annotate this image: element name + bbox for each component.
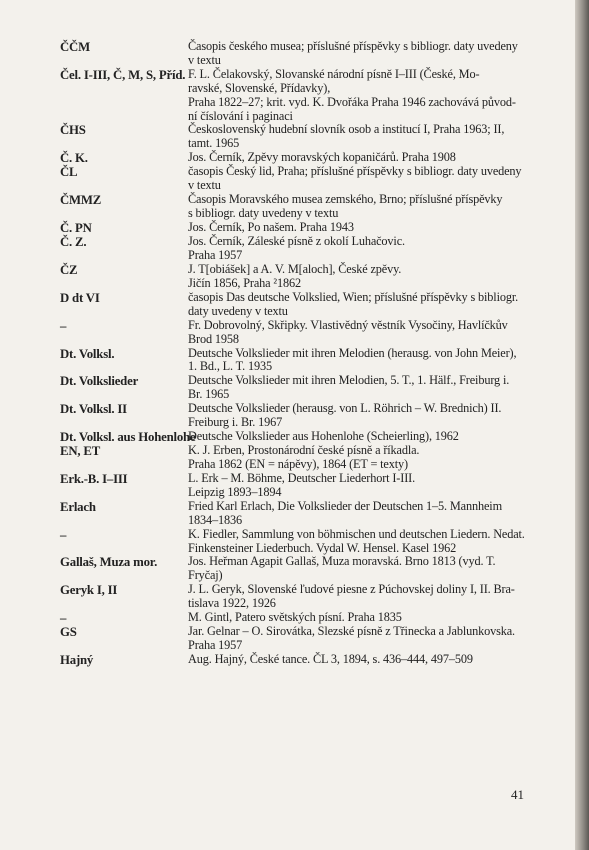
description-line: Jičín 1856, Praha ²1862 (188, 276, 301, 290)
abbreviation-list (60, 40, 535, 667)
description-line: Brod 1958 (188, 331, 239, 346)
abbreviation-entry (60, 625, 535, 653)
description-line: časopis Český lid, Praha; příslušné příspěvky s bibliogr. daty uvedeny (188, 164, 522, 179)
description-line: Deutsche Volkslieder aus Hohenlohe (Scheierling), 1962 (188, 428, 459, 443)
abbreviation-entry (60, 500, 535, 528)
description-line: K. Fiedler, Sammlung von böhmischen und deutschen Liedern. Nedat. (188, 526, 525, 541)
entry-description (188, 402, 535, 430)
entry-abbreviation: Dt. Volksl. (60, 346, 115, 361)
entry-description (188, 528, 535, 556)
abbreviation-entry (60, 444, 535, 472)
entry-abbreviation: ČL (60, 165, 78, 180)
description-line: daty uvedeny v textu (188, 303, 288, 318)
entry-abbreviation: Č. K. (60, 151, 88, 166)
page-number: 41 (511, 787, 524, 802)
abbreviation-entry (60, 402, 535, 430)
entry-abbreviation: – (60, 611, 67, 626)
entry-abbreviation: Dt. Volksl. aus Hohenlohe (60, 429, 196, 444)
abbreviation-entry (60, 374, 535, 402)
abbreviation-entry (60, 193, 535, 221)
entry-abbreviation: Čel. I-III, Č, M, S, Příd. (60, 67, 186, 82)
entry-description (188, 291, 535, 319)
entry-description (188, 472, 535, 500)
entry-description (188, 319, 535, 347)
description-line: Fr. Dobrovolný, Skřipky. Vlastivědný věstník Vysočiny, Havlíčkův (188, 317, 508, 332)
description-line: J. L. Geryk, Slovenské ľudové piesne z Púchovskej doliny I, II. Bra- (188, 582, 515, 597)
description-line: Jos. Černík, Zpěvy moravských kopaničárů. Praha 1908 (188, 150, 456, 165)
entry-description (188, 611, 535, 625)
description-line: v textu (188, 178, 221, 193)
entry-abbreviation: Gallaš, Muza mor. (60, 555, 158, 570)
description-line: Leipzig 1893–1894 (188, 484, 282, 499)
description-line: tamt. 1965 (188, 136, 240, 151)
description-line: 1. Bd., L. T. 1935 (188, 359, 272, 374)
description-line: Deutsche Volkslieder mit ihren Melodien (herausg. von John Meier), (188, 345, 517, 360)
entry-description (188, 653, 535, 667)
description-line: F. L. Čelakovský, Slovanské národní písně I–III (České, Mo- (188, 66, 480, 81)
description-line: Časopis českého musea; příslušné příspěvky s bibliogr. daty uvedeny (188, 39, 518, 53)
description-line: Praha 1862 (EN = nápěvy), 1864 (ET = texty) (188, 457, 408, 472)
description-line: K. J. Erben, Prostonárodní české písně a říkadla. (188, 443, 420, 458)
entry-description (188, 151, 535, 165)
abbreviation-entry (60, 40, 535, 68)
entry-description (188, 347, 535, 375)
description-line: Br. 1965 (188, 387, 230, 402)
abbreviation-entry (60, 319, 535, 347)
abbreviation-entry (60, 472, 535, 500)
description-line: Finkensteiner Liederbuch. Vydal W. Hensel. Kasel 1962 (188, 540, 457, 555)
entry-abbreviation: – (60, 527, 67, 542)
description-line: M. Gintl, Patero světských písní. Praha 1835 (188, 610, 402, 625)
entry-abbreviation: Č. Z. (60, 235, 87, 250)
entry-abbreviation: D dt VI (60, 290, 100, 305)
description-line: Fryčaj) (188, 568, 223, 583)
abbreviation-entry (60, 555, 535, 583)
abbreviation-entry (60, 151, 535, 165)
description-line: Československý hudební slovník osob a institucí I, Praha 1963; II, (188, 122, 505, 137)
description-line: Freiburg i. Br. 1967 (188, 415, 283, 430)
description-line: Praha 1957 (188, 248, 243, 263)
entry-abbreviation: ČHS (60, 123, 86, 138)
entry-abbreviation: Erlach (60, 499, 96, 514)
description-line: L. Erk – M. Böhme, Deutscher Liederhort I-III. (188, 470, 416, 485)
description-line: Deutsche Volkslieder mit ihren Melodien, 5. T., 1. Hälf., Freiburg i. (188, 373, 510, 388)
entry-abbreviation: Geryk I, II (60, 583, 118, 598)
abbreviation-entry (60, 430, 535, 444)
entry-abbreviation: – (60, 318, 67, 333)
abbreviation-entry (60, 221, 535, 235)
entry-abbreviation: ČČM (60, 40, 90, 54)
abbreviation-entry (60, 653, 535, 667)
description-line: časopis Das deutsche Volkslied, Wien; příslušné příspěvky s bibliogr. (188, 289, 519, 304)
entry-abbreviation: ČMMZ (60, 193, 102, 208)
entry-description (188, 263, 535, 291)
description-line: Praha 1822–27; krit. vyd. K. Dvořáka Praha 1946 zachovává původ- (188, 94, 516, 109)
entry-abbreviation: EN, ET (60, 444, 101, 459)
description-line: Jar. Gelnar – O. Sirovátka, Slezské písně z Třinecka a Jablunkovska. (188, 624, 515, 639)
entry-description (188, 193, 535, 221)
entry-description (188, 221, 535, 235)
description-line: Časopis Moravského musea zemského, Brno; příslušné příspěvky (188, 192, 503, 207)
entry-description (188, 500, 535, 528)
entry-description (188, 374, 535, 402)
entry-description (188, 430, 535, 444)
description-line: 1834–1836 (188, 512, 242, 527)
description-line: Deutsche Volkslieder (herausg. von L. Röhrich – W. Brednich) II. (188, 401, 502, 416)
abbreviation-entry (60, 235, 535, 263)
entry-abbreviation: Č. PN (60, 221, 92, 236)
entry-description (188, 625, 535, 653)
entry-description (188, 40, 535, 68)
entry-description (188, 444, 535, 472)
page-edge-shadow (575, 0, 589, 850)
entry-abbreviation: Dt. Volksl. II (60, 402, 127, 417)
abbreviation-entry (60, 68, 535, 124)
description-line: ravské, Slovenské, Přídavky), (188, 80, 331, 95)
description-line: ní číslování i paginaci (188, 108, 293, 123)
entry-description (188, 68, 535, 124)
abbreviation-entry (60, 611, 535, 625)
abbreviation-entry (60, 583, 535, 611)
description-line: tislava 1922, 1926 (188, 596, 276, 611)
abbreviation-entry (60, 347, 535, 375)
entry-abbreviation: Dt. Volkslieder (60, 374, 139, 389)
abbreviation-entry (60, 165, 535, 193)
entry-description (188, 123, 535, 151)
description-line: Jos. Heřman Agapit Gallaš, Muza moravská. Brno 1813 (vyd. T. (188, 554, 496, 569)
entry-abbreviation: Hajný (60, 653, 94, 668)
description-line: Praha 1957 (188, 638, 243, 653)
entry-abbreviation: Erk.-B. I–III (60, 471, 128, 486)
entry-description (188, 555, 535, 583)
description-line: Fried Karl Erlach, Die Volkslieder der Deutschen 1–5. Mannheim (188, 498, 502, 513)
entry-abbreviation: ČZ (60, 263, 78, 278)
abbreviation-entry (60, 291, 535, 319)
entry-abbreviation: GS (60, 625, 77, 640)
description-line: Aug. Hajný, České tance. ČL 3, 1894, s. 436–444, 497–509 (188, 652, 473, 667)
abbreviation-entry (60, 528, 535, 556)
entry-description (188, 165, 535, 193)
abbreviation-entry (60, 123, 535, 151)
description-line: s bibliogr. daty uvedeny v textu (188, 206, 339, 221)
entry-description (188, 583, 535, 611)
description-line: v textu (188, 52, 221, 67)
abbreviation-entry (60, 263, 535, 291)
description-line: Jos. Černík, Po našem. Praha 1943 (188, 220, 354, 235)
description-line: Jos. Černík, Záleské písně z okolí Luhačovic. (188, 234, 405, 249)
entry-description (188, 235, 535, 263)
description-line: J. T[obiášek] a A. V. M[aloch], České zpěvy. (188, 262, 402, 277)
